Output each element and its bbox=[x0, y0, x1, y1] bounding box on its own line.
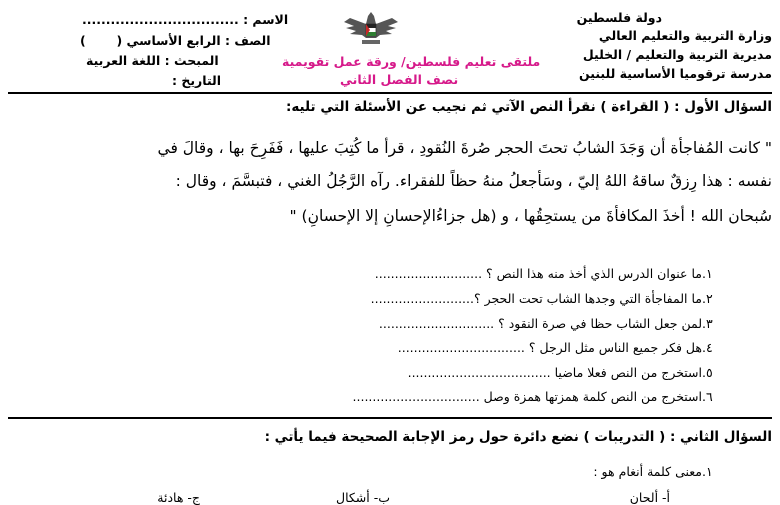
option-b: ب- أشكال bbox=[336, 490, 390, 505]
semester-label: نصف الفصل الثاني bbox=[340, 72, 459, 87]
worksheet-title: ملتقى تعليم فلسطين/ ورقة عمل تقويمية bbox=[282, 54, 541, 69]
passage-line-2: نفسه : هذا رِزقٌ ساقهُ اللهُ إليّ ، وسَأجعلُ منهُ حظاً للفقراء. رآه الرَّجُلُ الغني ، فتبسَّمَ ، وقال : bbox=[175, 172, 772, 190]
grade-label: الصف : الرابع الأساسي ( bbox=[116, 33, 271, 48]
question-item: ١.ما عنوان الدرس الذي أخذ منه هذا النص ؟ ........................... bbox=[374, 266, 713, 281]
question-item: ٣.لمن جعل الشاب حظا في صرة النقود ؟ ............................. bbox=[378, 316, 713, 331]
option-c: ج- هادئة bbox=[157, 490, 200, 505]
question-item: ٤.هل فكر جميع الناس مثل الرجل ؟ ................................ bbox=[397, 340, 713, 355]
section-divider bbox=[8, 417, 772, 419]
section2-title: السؤال الثاني : ( التدريبات ) نضع دائرة حول رمز الإجابة الصحيحة فيما يأتي : bbox=[264, 429, 772, 445]
question-item: ٦.استخرج من النص كلمة همزتها همزة وصل ................................ bbox=[352, 389, 713, 404]
passage-line-3: سُبحان الله ! أخذَ المكافأةَ من يستحِقُها ، و (هل جزاءُالإحسانِ إلا الإحسانِ) " bbox=[289, 207, 772, 225]
ministry-name: وزارة التربية والتعليم العالي bbox=[598, 28, 772, 43]
school-name: مدرسة ترقوميا الأساسية للبنين bbox=[578, 66, 772, 81]
question-item: ٢.ما المفاجأة التي وجدها الشاب تحت الحجر ؟.......................... bbox=[370, 291, 713, 306]
date-field: التاريخ : bbox=[172, 73, 222, 88]
grade-field bbox=[80, 33, 271, 48]
student-name-dots: ................................. bbox=[82, 12, 239, 27]
passage-line-1: " كانت المُفاجأة أن وَجَدَ الشابُ تحتَ الحجر صُرةَ النُقودِ ، قرأ ما كُتِبَ عليها ، فَفَرِحَ بها ، وقالَ في bbox=[157, 139, 772, 157]
exercise-question: ١.معنى كلمة أنغام هو : bbox=[593, 464, 713, 479]
student-name-label: الاسم : bbox=[243, 12, 289, 27]
option-a: أ- ألحان bbox=[629, 490, 670, 505]
palestine-eagle-emblem-icon bbox=[340, 8, 402, 48]
section1-title: السؤال الأول : ( القراءة ) نقرأ النص الآتي ثم نجيب عن الأسئلة التي تليه: bbox=[285, 99, 772, 115]
grade-close-paren: ) bbox=[80, 33, 86, 48]
header-divider bbox=[8, 92, 772, 94]
country-name: دولة فلسطين bbox=[576, 10, 662, 25]
subject-field: المبحث : اللغة العربية bbox=[86, 53, 219, 68]
directorate-name: مديرية التربية والتعليم / الخليل bbox=[582, 47, 772, 62]
question-item: ٥.استخرج من النص فعلا ماضيا .................................... bbox=[407, 365, 713, 380]
student-name-field bbox=[82, 12, 288, 27]
